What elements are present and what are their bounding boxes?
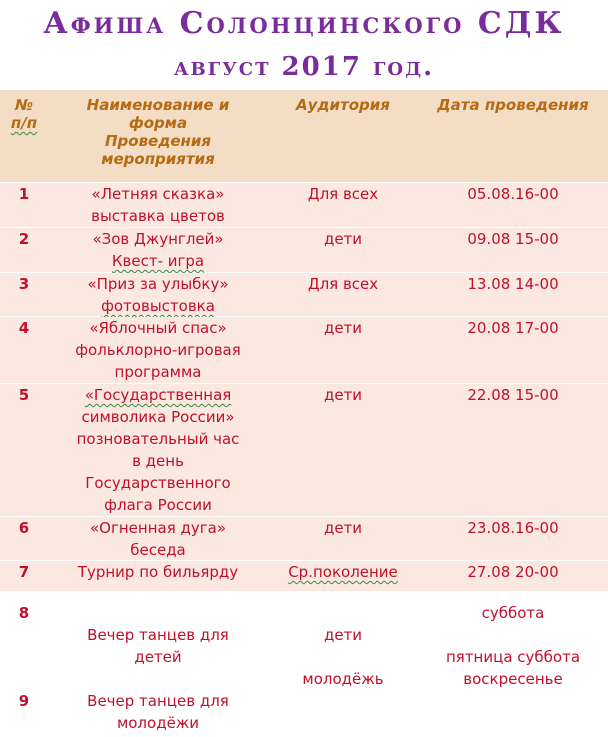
header-audience: Аудитория	[296, 96, 390, 114]
row-audience: дети	[323, 626, 363, 644]
row-audience: дети	[323, 319, 363, 337]
row-name: «Приз за улыбку» фотовыстовка	[87, 275, 229, 315]
row-name: «Огненная дуга» беседа	[90, 519, 226, 559]
row-audience: Для всех	[307, 185, 379, 203]
page-title: Афиша Солонцинского СДК	[43, 6, 565, 41]
row-name: Вечер танцев для молодёжи	[87, 692, 229, 732]
row-date: 20.08 17-00	[467, 319, 559, 337]
row-audience: дети	[323, 386, 363, 404]
row-num: 5	[18, 386, 30, 404]
table-row	[0, 517, 608, 560]
table-row-group	[0, 592, 608, 737]
row-num: 3	[18, 275, 30, 293]
row-num: 2	[18, 230, 30, 248]
row-num: 8	[18, 604, 30, 622]
row-date: 09.08 15-00	[467, 230, 559, 248]
row-name: «Государственная символика России» позновательный час в день Государственного флага России	[76, 386, 240, 514]
row-date: 23.08.16-00	[467, 519, 559, 537]
table-row	[0, 317, 608, 383]
row-audience: Для всех	[307, 275, 379, 293]
row-audience: дети	[323, 230, 363, 248]
row-audience: Ср.поколение	[288, 563, 398, 581]
table-row	[0, 561, 608, 591]
row-date: суббота	[481, 604, 545, 622]
table-row	[0, 183, 608, 227]
row-num: 6	[18, 519, 30, 537]
header-num: № п/п	[10, 96, 38, 132]
page-subtitle: август 2017 год.	[173, 52, 435, 82]
row-date: 05.08.16-00	[467, 185, 559, 203]
row-name: Турнир по бильярду	[77, 563, 239, 581]
row-name: Вечер танцев для детей	[87, 626, 229, 666]
row-date: 13.08 14-00	[467, 275, 559, 293]
table-row	[0, 384, 608, 516]
row-date: 27.08 20-00	[467, 563, 559, 581]
table-row	[0, 228, 608, 272]
row-num: 4	[18, 319, 30, 337]
events-table	[0, 90, 608, 737]
table-row	[0, 273, 608, 316]
row-date: 22.08 15-00	[467, 386, 559, 404]
row-num: 9	[18, 692, 30, 710]
row-audience: дети	[323, 519, 363, 537]
row-name: «Яблочный спас» фольклорно-игровая программа	[75, 319, 241, 381]
row-num: 7	[18, 563, 30, 581]
header-name: Наименование и форма Проведения мероприятия	[86, 96, 230, 168]
table-header	[0, 90, 608, 182]
row-name: «Летняя сказка» выставка цветов	[91, 185, 225, 225]
row-date: пятница суббота воскресенье	[445, 648, 581, 688]
row-name: «Зов Джунглей» Квест- игра	[92, 230, 224, 270]
row-audience: молодёжь	[302, 670, 384, 688]
header-date: Дата проведения	[437, 96, 589, 114]
row-num: 1	[18, 185, 30, 203]
